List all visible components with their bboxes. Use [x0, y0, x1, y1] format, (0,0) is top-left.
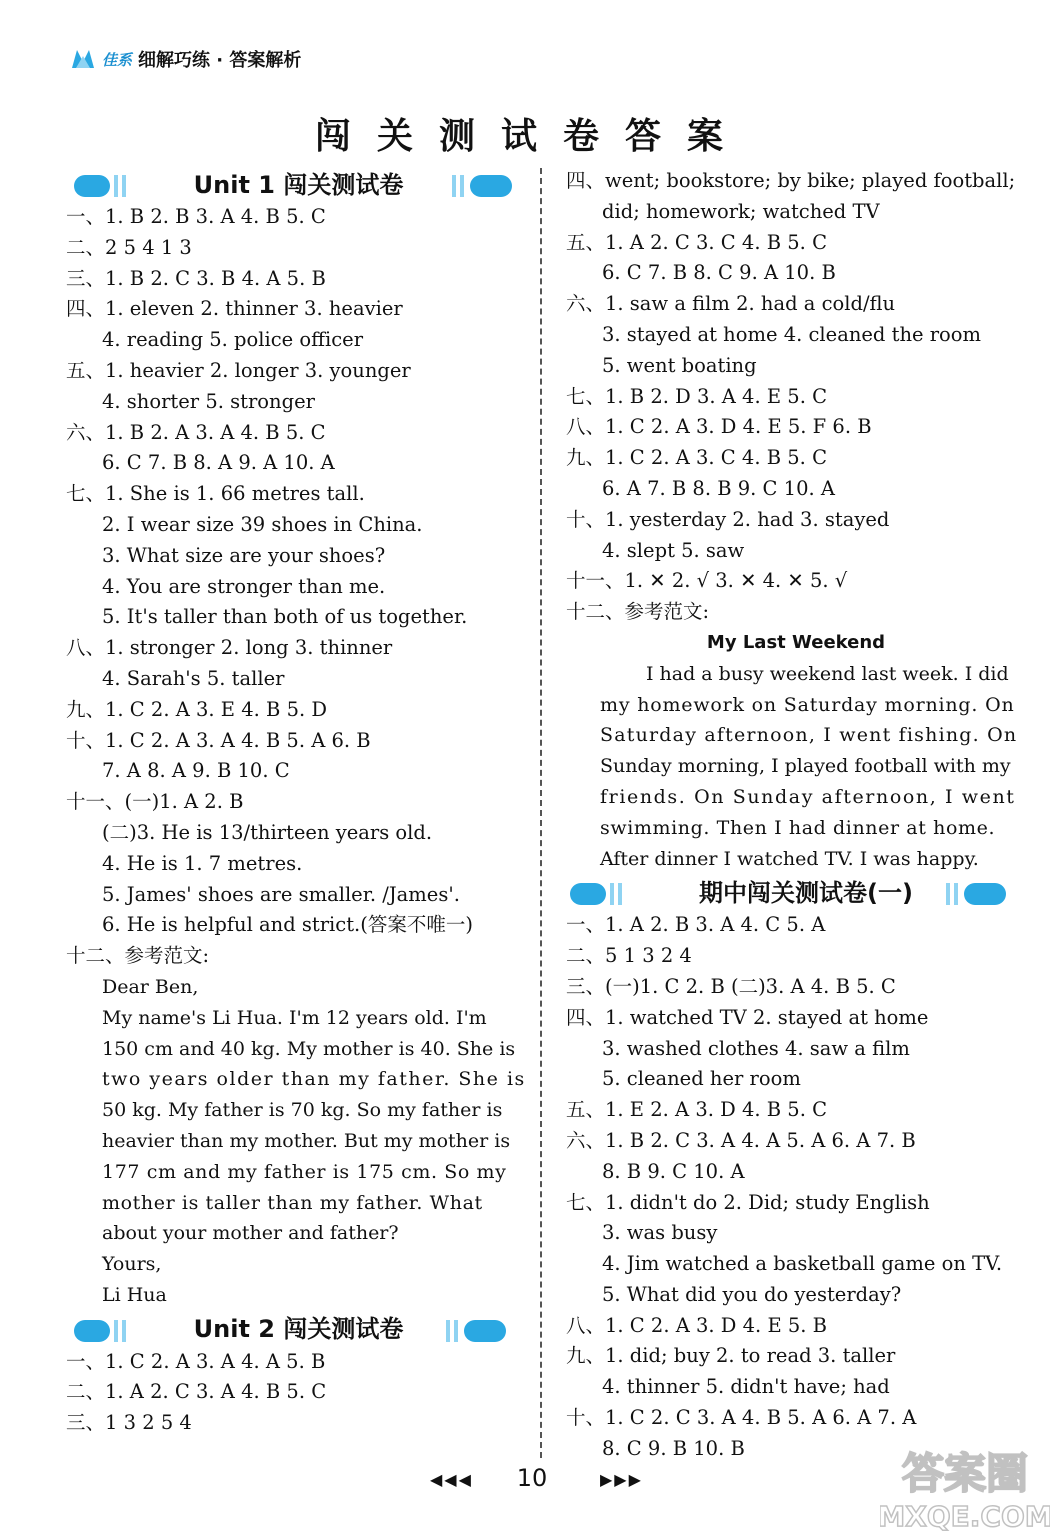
right-column: [566, 166, 1026, 1465]
answer-line: 6. He is helpful and strict.(答案不唯一): [102, 913, 473, 937]
answer-line: 十一、1. ✕ 2. √ 3. ✕ 4. ✕ 5. √: [566, 569, 848, 593]
answer-line: 7. A 8. A 9. B 10. C: [102, 759, 290, 783]
section-title: Unit 2 闯关测试卷: [193, 1315, 404, 1344]
answer-line: 五、1. A 2. C 3. C 4. B 5. C: [566, 230, 827, 254]
answer-line: 8. B 9. C 10. A: [602, 1159, 745, 1183]
letter-line: Yours,: [102, 1253, 162, 1276]
next-arrows-icon: ▶▶▶: [600, 1470, 643, 1489]
answer-line: 4. You are stronger than me.: [102, 574, 386, 598]
answer-line: 四、1. watched TV 2. stayed at home: [566, 1005, 929, 1029]
answer-line: 十、1. yesterday 2. had 3. stayed: [566, 507, 890, 531]
answer-line: 五、1. E 2. A 3. D 4. B 5. C: [566, 1098, 828, 1122]
essay-line: I had a busy weekend last week. I did: [646, 662, 1009, 685]
section-header-unit1: [66, 168, 531, 202]
answer-line: 三、(一)1. C 2. B (二)3. A 4. B 5. C: [566, 974, 896, 998]
answer-line: 3. washed clothes 4. saw a film: [602, 1036, 910, 1060]
answer-line: 一、1. C 2. A 3. A 4. A 5. B: [66, 1349, 326, 1373]
letter-line: heavier than my mother. But my mother is: [102, 1129, 511, 1152]
answer-line: 一、1. B 2. B 3. A 4. B 5. C: [66, 205, 326, 228]
section-pill-right: [946, 883, 1006, 905]
letter-line: Li Hua: [102, 1283, 167, 1306]
answer-line: 5. went boating: [602, 353, 757, 377]
answer-line: 5. James' shoes are smaller. /James'.: [102, 882, 460, 906]
watermark-text: 答案圈: [901, 1449, 1029, 1498]
answer-line: 5. cleaned her room: [602, 1067, 801, 1091]
answer-line: 3. stayed at home 4. cleaned the room: [602, 322, 982, 346]
answer-line: 十、1. C 2. A 3. A 4. B 5. A 6. B: [66, 728, 371, 752]
answer-line: 4. shorter 5. stronger: [102, 389, 315, 413]
answer-line: 4. slept 5. saw: [602, 538, 745, 562]
answer-line: 四、went; bookstore; by bike; played football;: [566, 169, 1016, 192]
answer-line: 6. C 7. B 8. C 9. A 10. B: [602, 261, 836, 285]
brand-title: 细解巧练 · 答案解析: [138, 50, 302, 71]
section-header-midterm: [566, 876, 1026, 910]
answer-line: 2. I wear size 39 shoes in China.: [102, 512, 423, 536]
answer-line: 八、1. C 2. A 3. D 4. E 5. F 6. B: [566, 415, 872, 439]
answer-line: 六、1. saw a film 2. had a cold/flu: [566, 292, 896, 316]
brand-logo-icon: [70, 48, 96, 70]
answer-line: 八、1. C 2. A 3. D 4. E 5. B: [566, 1313, 828, 1337]
letter-line: 177 cm and my father is 175 cm. So my: [102, 1160, 507, 1183]
answer-line: 5. What did you do yesterday?: [602, 1282, 902, 1306]
answer-line: 3. What size are your shoes?: [102, 543, 386, 567]
answer-line: 十、1. C 2. C 3. A 4. B 5. A 6. A 7. A: [566, 1406, 917, 1430]
answer-line: 4. thinner 5. didn't have; had: [602, 1375, 890, 1399]
page-number: 10: [516, 1464, 548, 1492]
letter-line: My name's Li Hua. I'm 12 years old. I'm: [102, 1006, 487, 1029]
answer-line: 三、1. B 2. C 3. B 4. A 5. B: [66, 266, 326, 290]
answer-line: 六、1. B 2. C 3. A 4. A 5. A 6. A 7. B: [566, 1128, 916, 1152]
answer-line: 二、2 5 4 1 3: [66, 235, 192, 259]
watermark-logo: [880, 1440, 1050, 1532]
section-pill-right: [446, 1320, 506, 1342]
left-column: [66, 166, 531, 1439]
sample-letter: [66, 972, 531, 1311]
answer-line: 十二、参考范文:: [66, 944, 210, 968]
essay-line: my homework on Saturday morning. On: [600, 693, 1015, 716]
letter-line: 150 cm and 40 kg. My mother is 40. She is: [102, 1037, 516, 1060]
answer-line: 8. C 9. B 10. B: [602, 1436, 745, 1460]
letter-line: about your mother and father?: [102, 1222, 399, 1245]
answer-line: 四、1. eleven 2. thinner 3. heavier: [66, 297, 403, 321]
letter-line: two years older than my father. She is: [102, 1068, 526, 1091]
answer-line: 4. reading 5. police officer: [102, 328, 364, 352]
answer-line: 三、1 3 2 5 4: [66, 1411, 192, 1435]
answer-line: 六、1. B 2. A 3. A 4. B 5. C: [66, 420, 326, 444]
answer-line: 一、1. A 2. B 3. A 4. C 5. A: [566, 913, 826, 937]
answer-line: 十二、参考范文:: [566, 600, 710, 624]
header-brand: [70, 46, 301, 72]
watermark-url: MXQE.COM: [880, 1500, 1050, 1532]
section-title: Unit 1 闯关测试卷: [193, 170, 404, 199]
answer-line: 6. A 7. B 8. B 9. C 10. A: [602, 476, 835, 500]
answer-line: 二、5 1 3 2 4: [566, 944, 692, 968]
prev-arrows-icon: ◀◀◀: [430, 1470, 473, 1489]
column-divider: [540, 168, 542, 1458]
section-pill-right: [452, 175, 512, 197]
answer-line: 七、1. She is 1. 66 metres tall.: [66, 482, 365, 506]
answer-line: 八、1. stronger 2. long 3. thinner: [66, 636, 393, 660]
answer-line: 6. C 7. B 8. A 9. A 10. A: [102, 451, 335, 475]
answer-line: 4. He is 1. 7 metres.: [102, 851, 303, 875]
essay-title: My Last Weekend: [706, 631, 886, 653]
answer-line: 七、1. B 2. D 3. A 4. E 5. C: [566, 384, 828, 408]
sample-essay: [566, 659, 1026, 875]
essay-line: After dinner I watched TV. I was happy.: [600, 847, 979, 870]
essay-line: Sunday morning, I played football with my: [600, 755, 1011, 778]
answer-line: 九、1. C 2. A 3. E 4. B 5. D: [66, 697, 328, 721]
essay-line: swimming. Then I had dinner at home.: [600, 816, 996, 839]
answer-line: 五、1. heavier 2. longer 3. younger: [66, 358, 411, 382]
brand-name: 佳系: [102, 50, 133, 69]
letter-line: 50 kg. My father is 70 kg. So my father is: [102, 1099, 503, 1122]
section-header-unit2: [66, 1313, 531, 1347]
section-title: 期中闯关测试卷(一): [699, 878, 913, 907]
answer-line: 七、1. didn't do 2. Did; study English: [566, 1190, 930, 1214]
answer-line: 4. Jim watched a basketball game on TV.: [602, 1252, 1003, 1276]
page-title: 闯关测试卷答案: [314, 116, 749, 157]
letter-line: Dear Ben,: [102, 975, 199, 998]
letter-line: mother is taller than my father. What: [102, 1191, 483, 1214]
answer-line: (二)3. He is 13/thirteen years old.: [102, 820, 433, 844]
essay-line: Saturday afternoon, I went fishing. On: [600, 724, 1018, 747]
essay-line: friends. On Sunday afternoon, I went: [600, 785, 1016, 808]
answer-line: 3. was busy: [602, 1221, 718, 1245]
answer-line: 5. It's taller than both of us together.: [102, 605, 468, 629]
answer-line: 二、1. A 2. C 3. A 4. B 5. C: [66, 1380, 327, 1404]
answer-line: 九、1. C 2. A 3. C 4. B 5. C: [566, 446, 827, 470]
answer-line: did; homework; watched TV: [602, 199, 880, 223]
answer-line: 九、1. did; buy 2. to read 3. taller: [566, 1344, 896, 1368]
answer-line: 十一、(一)1. A 2. B: [66, 790, 244, 814]
answer-line: 4. Sarah's 5. taller: [102, 666, 285, 690]
